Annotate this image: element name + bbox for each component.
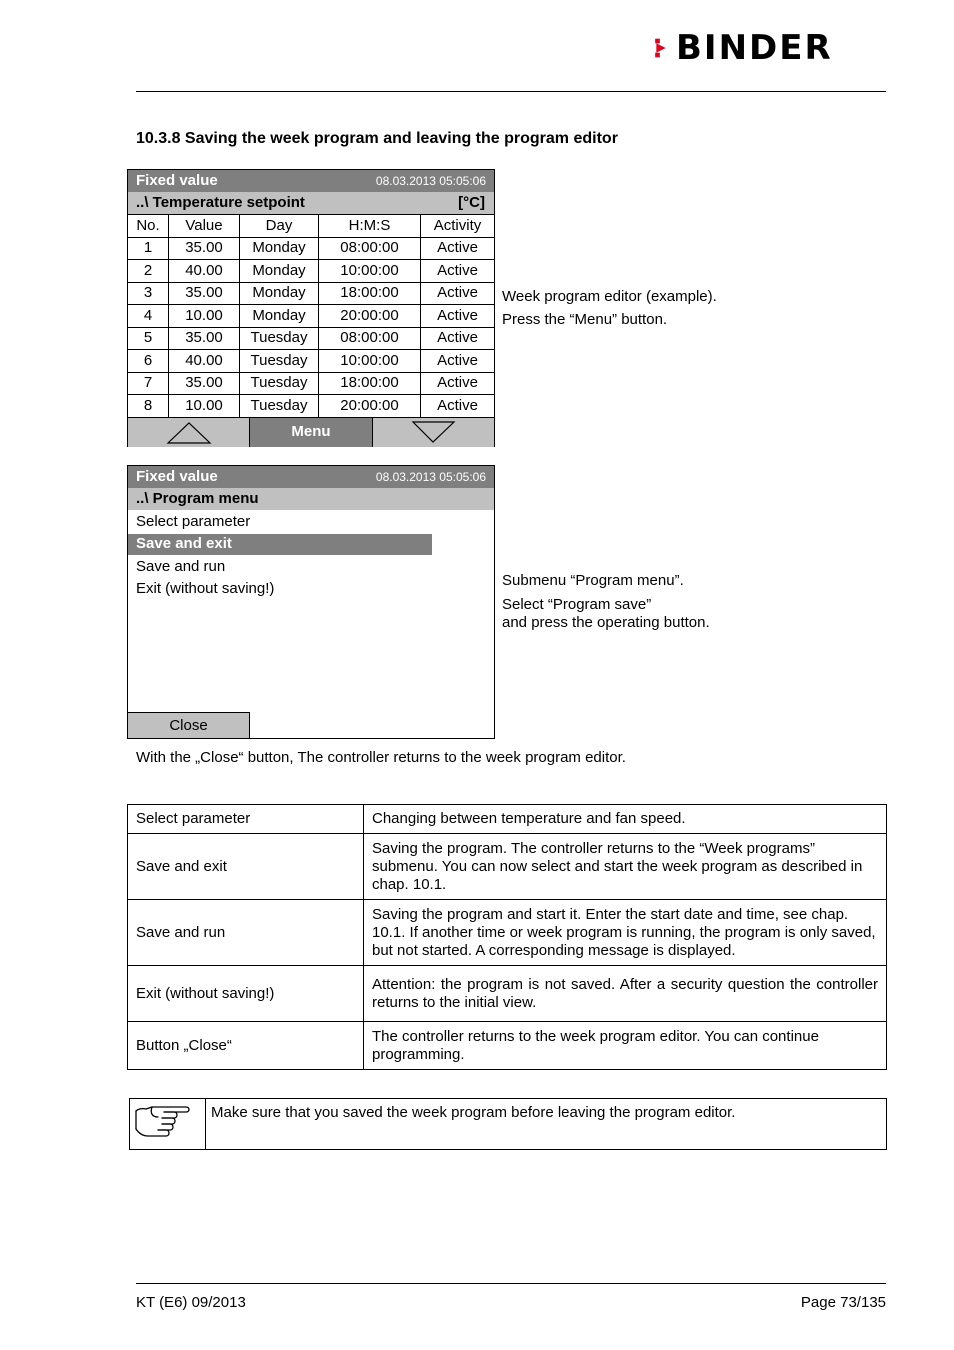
header-rule [136, 91, 886, 92]
cell-no: 1 [128, 237, 169, 260]
arrow-down-icon [373, 418, 495, 447]
cell-value: 10.00 [169, 305, 240, 328]
hint-text: Make sure that you saved the week program before leaving the program editor. [206, 1099, 887, 1150]
cell-time: 10:00:00 [319, 350, 421, 373]
cell-activity: Active [421, 372, 495, 395]
screen-titlebar [128, 170, 494, 192]
column-header: Value [169, 215, 240, 238]
table-row [128, 834, 887, 900]
cell-time: 08:00:00 [319, 327, 421, 350]
menu-item-select-parameter[interactable]: Select parameter [136, 513, 251, 530]
desc-value: Saving the program and start it. Enter the start date and time, see chap. 10.1. If another time or week program is running, the program is only saved, but not started. A corresponding message is displayed. [364, 900, 887, 966]
table-row [128, 966, 887, 1022]
screen-breadcrumb-bar [128, 192, 494, 214]
table-row[interactable] [128, 327, 495, 350]
cell-activity: Active [421, 350, 495, 373]
cell-no: 7 [128, 372, 169, 395]
menu-description-table [127, 804, 887, 1070]
cell-time: 18:00:00 [319, 282, 421, 305]
menu-item-save-and-exit[interactable] [128, 534, 432, 555]
scroll-up-button[interactable] [128, 418, 250, 447]
cell-value: 35.00 [169, 327, 240, 350]
cell-value: 10.00 [169, 395, 240, 418]
footer-rule [136, 1283, 886, 1284]
desc-key: Save and exit [128, 834, 364, 900]
note-line: Submenu “Program menu”. [502, 572, 684, 589]
table-row[interactable] [128, 372, 495, 395]
cell-time: 20:00:00 [319, 395, 421, 418]
menu-item-exit-without-saving[interactable]: Exit (without saving!) [136, 580, 275, 597]
program-menu-screen [127, 465, 495, 739]
unit-label: [°C] [458, 194, 485, 211]
cell-value: 35.00 [169, 282, 240, 305]
table-row [128, 805, 887, 834]
section-title: 10.3.8 Saving the week program and leaving the program editor [136, 130, 618, 147]
close-button[interactable]: Close [128, 712, 250, 738]
screen-button-bar [128, 417, 494, 447]
column-header: Day [240, 215, 319, 238]
column-header: H:M:S [319, 215, 421, 238]
cell-time: 08:00:00 [319, 237, 421, 260]
table-row[interactable] [128, 350, 495, 373]
note-program-menu [502, 572, 710, 632]
desc-key: Save and run [128, 900, 364, 966]
week-program-editor-screen [127, 169, 495, 447]
cell-day: Tuesday [240, 395, 319, 418]
note-week-program [502, 288, 717, 329]
cell-day: Tuesday [240, 350, 319, 373]
column-header: No. [128, 215, 169, 238]
screen-title: Fixed value [136, 172, 218, 189]
cell-day: Monday [240, 305, 319, 328]
cell-day: Monday [240, 282, 319, 305]
desc-value: Changing between temperature and fan speed. [364, 805, 887, 834]
screen-datetime: 08.03.2013 05:05:06 [375, 174, 486, 188]
table-row [128, 900, 887, 966]
note-line: Press the “Menu” button. [502, 311, 668, 328]
table-row[interactable] [128, 395, 495, 418]
pointing-hand-icon [130, 1099, 205, 1145]
desc-value: The controller returns to the week program editor. You can continue programming. [364, 1022, 887, 1070]
column-header: Activity [421, 215, 495, 238]
screen-datetime: 08.03.2013 05:05:06 [375, 470, 486, 484]
cell-no: 4 [128, 305, 169, 328]
cell-activity: Active [421, 282, 495, 305]
cell-value: 35.00 [169, 237, 240, 260]
menu-button[interactable]: Menu [250, 418, 373, 447]
hint-icon-cell [130, 1099, 206, 1150]
desc-key: Button „Close“ [128, 1022, 364, 1070]
cell-no: 2 [128, 260, 169, 283]
cell-no: 3 [128, 282, 169, 305]
cell-day: Monday [240, 237, 319, 260]
binder-logo [654, 30, 833, 66]
desc-value: Saving the program. The controller returns to the “Week programs” submenu. You can now select and start the week program as described in chap. 10.1. [364, 834, 887, 900]
note-line: Select “Program save” [502, 596, 652, 613]
screen-title: Fixed value [136, 468, 218, 485]
scroll-down-button[interactable] [373, 418, 495, 447]
desc-key: Exit (without saving!) [128, 966, 364, 1022]
cell-activity: Active [421, 260, 495, 283]
close-button-note: With the „Close“ button, The controller returns to the week program editor. [136, 749, 626, 766]
cell-value: 40.00 [169, 350, 240, 373]
table-row[interactable] [128, 237, 495, 260]
program-table [127, 214, 495, 418]
menu-item-label: Save and exit [136, 535, 232, 552]
binder-logo-icon [654, 31, 668, 65]
footer-doc-id: KT (E6) 09/2013 [136, 1294, 246, 1311]
arrow-up-icon [128, 418, 250, 447]
desc-key: Select parameter [128, 805, 364, 834]
cell-activity: Active [421, 237, 495, 260]
screen-titlebar [128, 466, 494, 488]
table-header-row [128, 215, 495, 238]
cell-time: 18:00:00 [319, 372, 421, 395]
table-row [128, 1022, 887, 1070]
table-row[interactable] [128, 282, 495, 305]
cell-time: 10:00:00 [319, 260, 421, 283]
footer-page-number: Page 73/135 [800, 1294, 886, 1311]
cell-day: Tuesday [240, 327, 319, 350]
cell-time: 20:00:00 [319, 305, 421, 328]
cell-no: 6 [128, 350, 169, 373]
brand-name: BINDER [676, 28, 833, 68]
screen-breadcrumb-bar [128, 488, 494, 510]
cell-value: 40.00 [169, 260, 240, 283]
breadcrumb: ..\ Program menu [136, 490, 259, 507]
note-line: and press the operating button. [502, 614, 710, 631]
desc-value: Attention: the program is not saved. After a security question the controller returns to the initial view. [364, 966, 887, 1022]
cell-no: 8 [128, 395, 169, 418]
cell-value: 35.00 [169, 372, 240, 395]
menu-item-save-and-run[interactable]: Save and run [136, 558, 226, 575]
table-row[interactable] [128, 260, 495, 283]
cell-day: Tuesday [240, 372, 319, 395]
breadcrumb: ..\ Temperature setpoint [136, 194, 305, 211]
cell-day: Monday [240, 260, 319, 283]
cell-no: 5 [128, 327, 169, 350]
cell-activity: Active [421, 327, 495, 350]
cell-activity: Active [421, 395, 495, 418]
cell-activity: Active [421, 305, 495, 328]
hint-box [129, 1098, 887, 1150]
note-line: Week program editor (example). [502, 288, 717, 305]
table-row[interactable] [128, 305, 495, 328]
